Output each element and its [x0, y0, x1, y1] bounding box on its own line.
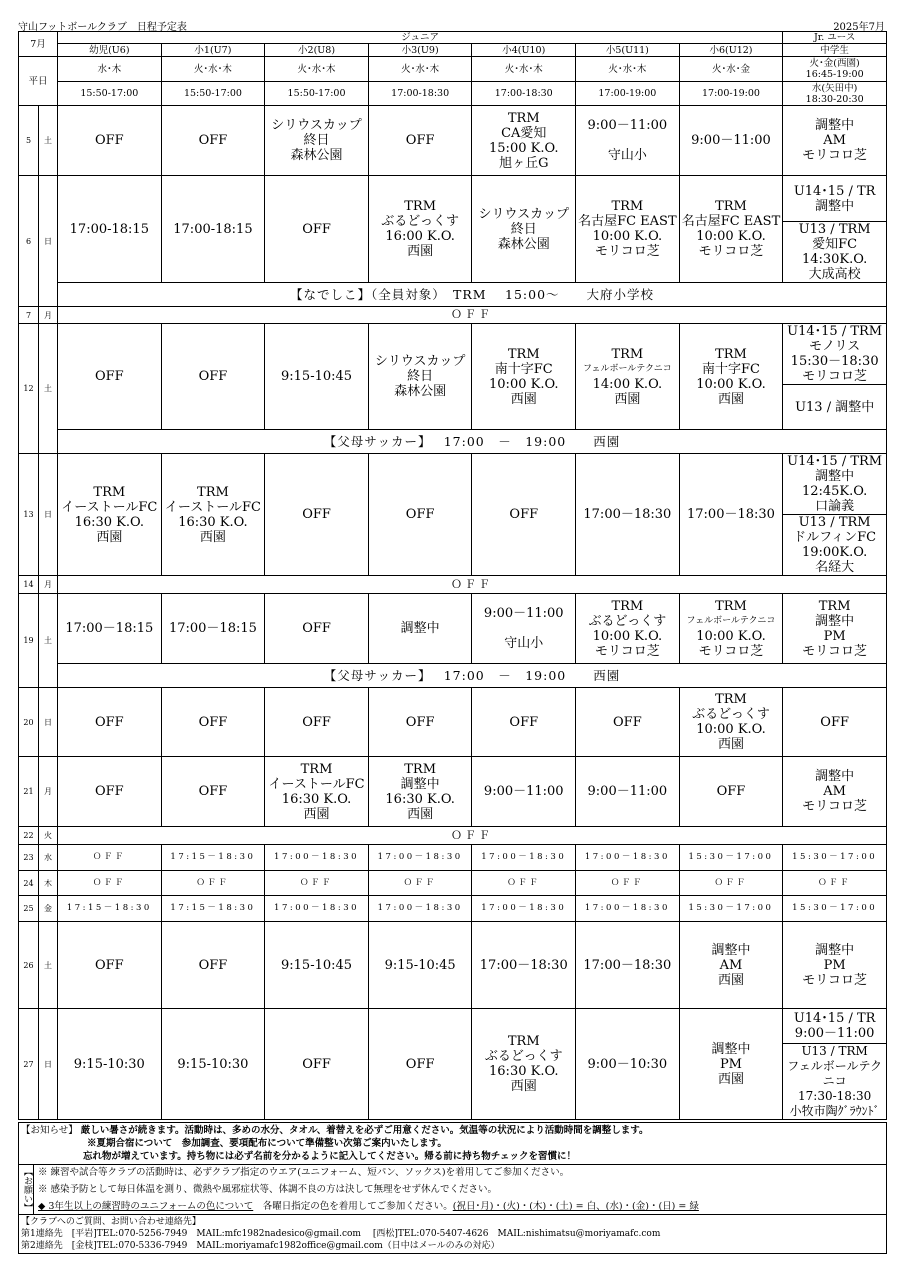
date-cell: 12 — [19, 324, 39, 454]
date-cell: 23 — [19, 845, 39, 871]
schedule-cell: OFF — [679, 757, 783, 827]
month-header: 7月 — [19, 32, 58, 57]
schedule-cell: OFF — [58, 757, 162, 827]
schedule-cell: 17:00－18:30 — [472, 896, 576, 922]
schedule-cell: ＯＦＦ — [265, 871, 369, 896]
schedule-cell: ＯＦＦ — [161, 871, 265, 896]
weekday-days: 火･金(西園) 16:45-19:00 — [783, 57, 887, 82]
schedule-cell: 調整中 PM 西園 — [679, 1009, 783, 1120]
schedule-cell: TRM ぶるどっくす 10:00 K.O. モリコロ芝 — [576, 594, 680, 664]
schedule-cell: OFF — [783, 688, 887, 757]
schedule-cell: 9:00－11:00 — [576, 757, 680, 827]
schedule-cell: TRM ぶるどっくす 10:00 K.O. 西園 — [679, 688, 783, 757]
date-cell: 20 — [19, 688, 39, 757]
weekday-time: 15:50-17:00 — [58, 82, 162, 106]
schedule-cell: OFF — [265, 594, 369, 664]
schedule-cell: 調整中 PM モリコロ芝 — [783, 922, 887, 1009]
schedule-cell: 17:15－18:30 — [58, 896, 162, 922]
date-cell: 27 — [19, 1009, 39, 1120]
dow-cell: 土 — [39, 594, 58, 688]
date-cell: 22 — [19, 827, 39, 845]
schedule-cell: TRM イーストールFC 16:30 K.O. 西園 — [265, 757, 369, 827]
date-cell: 25 — [19, 896, 39, 922]
date-cell: 21 — [19, 757, 39, 827]
schedule-row — [19, 576, 887, 594]
date-cell: 6 — [19, 176, 39, 307]
schedule-cell: 15:30－17:00 — [783, 845, 887, 871]
schedule-cell: ＯＦＦ — [576, 871, 680, 896]
cell-line: 10:00 K.O. — [696, 628, 766, 644]
schedule-cell: OFF — [58, 922, 162, 1009]
schedule-cell: OFF — [161, 922, 265, 1009]
dow-cell: 日 — [39, 688, 58, 757]
schedule-cell: TRM 名古屋FC EAST 10:00 K.O. モリコロ芝 — [679, 176, 783, 283]
schedule-cell: 調整中 — [368, 594, 472, 664]
cell-line: TRM — [611, 346, 644, 362]
schedule-cell: 17:00－18:15 — [161, 594, 265, 664]
weekday-days: 火･水･木 — [161, 57, 265, 82]
dow-cell: 日 — [39, 1009, 58, 1120]
junior-header: ジュニア — [58, 32, 783, 44]
schedule-row — [19, 827, 887, 845]
notice-box — [19, 1123, 886, 1165]
month-label: 2025年7月 — [833, 22, 885, 33]
dow-cell: 火 — [39, 827, 58, 845]
weekday-time: 17:00-19:00 — [576, 82, 680, 106]
schedule-cell: シリウスカップ 終日 森林公園 — [472, 176, 576, 283]
schedule-cell: 15:30－17:00 — [679, 896, 783, 922]
schedule-row — [19, 922, 887, 1009]
date-cell: 24 — [19, 871, 39, 896]
schedule-cell: 17:00-18:15 — [58, 176, 162, 283]
event-banner: 【父母サッカー】 17:00 － 19:00 西園 — [58, 430, 887, 454]
split-cell — [783, 176, 887, 283]
schedule-cell: 9:00－11:00 守山小 — [472, 594, 576, 664]
u14-15-schedule: U14･15 / TR 調整中 — [793, 183, 876, 214]
weekday-days: 水･木 — [58, 57, 162, 82]
contact-label: 【クラブへのご質問、お問い合わせ連絡先】 — [21, 1217, 201, 1227]
schedule-cell: OFF — [265, 176, 369, 283]
request-box — [19, 1165, 886, 1215]
schedule-cell: シリウスカップ 終日 森林公園 — [368, 324, 472, 430]
column-header: 小1(U7) — [161, 44, 265, 57]
schedule-cell: OFF — [58, 688, 162, 757]
request-item: ※ 感染予防として毎日体温を測り、微熱や風邪症状等、体調不良の方は決して無理をせず休んでください。 — [38, 1184, 498, 1195]
schedule-cell: 調整中 AM モリコロ芝 — [783, 106, 887, 176]
schedule-cell — [679, 594, 783, 664]
u13-schedule: U13 / TRM 愛知FC 14:30K.O. 大成高校 — [783, 221, 886, 282]
schedule-cell: OFF — [58, 106, 162, 176]
cell-line: フェルボールテクニコ — [582, 363, 672, 374]
schedule-cell: 17:00－18:30 — [265, 896, 369, 922]
schedule-cell: OFF — [472, 688, 576, 757]
column-header: 中学生 — [783, 44, 887, 57]
schedule-cell: シリウスカップ 終日 森林公園 — [265, 106, 369, 176]
weekday-time: 17:00-19:00 — [679, 82, 783, 106]
schedule-cell: OFF — [161, 757, 265, 827]
schedule-cell: TRM イーストールFC 16:30 K.O. 西園 — [58, 454, 162, 576]
schedule-cell: 17:00－18:30 — [472, 922, 576, 1009]
schedule-cell: 17:00－18:30 — [368, 896, 472, 922]
schedule-row — [19, 1009, 887, 1120]
u13-schedule: U13 / TRM フェルボールテクニコ 17:30-18:30 小牧市陶ｸﾞﾗｳﾝﾄﾞ — [783, 1043, 886, 1119]
u13-schedule: U13 / 調整中 — [783, 384, 886, 429]
request-label: 【お願い】 — [19, 1165, 34, 1214]
full-day-off: ＯＦＦ — [58, 827, 887, 845]
schedule-cell: 17:00－18:30 — [576, 922, 680, 1009]
schedule-cell: OFF — [161, 688, 265, 757]
dow-cell: 月 — [39, 576, 58, 594]
dow-cell: 日 — [39, 454, 58, 576]
schedule-cell: OFF — [368, 454, 472, 576]
weekday-days: 火･水･木 — [472, 57, 576, 82]
schedule-table — [18, 31, 887, 1120]
schedule-row — [19, 896, 887, 922]
notes-section — [18, 1122, 887, 1254]
schedule-cell: ＯＦＦ — [58, 871, 162, 896]
schedule-cell: TRM ぶるどっくす 16:30 K.O. 西園 — [472, 1009, 576, 1120]
contact-box — [19, 1215, 886, 1253]
notice-line: 厳しい暑さが続きます。活動時は、多めの水分、タオル、着替えを必ずご用意ください。気温等の状況により活動時間を調整します。 — [80, 1125, 649, 1136]
schedule-cell: 9:00－11:00 守山小 — [576, 106, 680, 176]
cell-line: モリコロ芝 — [698, 643, 764, 659]
schedule-cell: ＯＦＦ — [679, 871, 783, 896]
column-header: 小6(U12) — [679, 44, 783, 57]
date-cell: 19 — [19, 594, 39, 688]
schedule-cell: ＯＦＦ — [58, 845, 162, 871]
cell-line: 14:00 K.O. — [592, 376, 663, 392]
notice-line: ※夏期合宿について 参加調査、要項配布について準備整い次第ご案内いたします。 — [87, 1138, 447, 1149]
contact-line: 第2連絡先 [金枝]TEL:070-5336-7949 MAIL:moriyamafc1982office@gmail.com（日中はメールのみの対応） — [21, 1241, 500, 1251]
youth-header: Jr. ユース — [783, 32, 887, 44]
schedule-row — [19, 757, 887, 827]
schedule-cell: 9:00－11:00 — [679, 106, 783, 176]
schedule-cell: 15:30－17:00 — [679, 845, 783, 871]
date-cell: 7 — [19, 307, 39, 324]
column-header: 幼児(U6) — [58, 44, 162, 57]
weekday-days: 火･水･木 — [368, 57, 472, 82]
dow-cell: 土 — [39, 106, 58, 176]
weekday-days: 火･水･木 — [576, 57, 680, 82]
weekday-time: 水(矢田中) 18:30-20:30 — [783, 82, 887, 106]
schedule-cell: OFF — [161, 106, 265, 176]
schedule-cell: OFF — [368, 106, 472, 176]
column-header: 小4(U10) — [472, 44, 576, 57]
event-banner: 【なでしこ】（全員対象） TRM 15:00～ 大府小学校 — [58, 283, 887, 307]
split-cell — [783, 324, 887, 430]
notice-label: 【お知らせ】 — [21, 1125, 78, 1136]
schedule-row — [19, 106, 887, 176]
request-item: ※ 練習や試合等クラブの活動時は、必ずクラブ指定のウエア(ユニフォーム、短パン、ソックス)を着用してご参加ください。 — [38, 1167, 570, 1178]
schedule-cell: OFF — [368, 1009, 472, 1120]
schedule-cell: 調整中 AM 西園 — [679, 922, 783, 1009]
schedule-cell: OFF — [58, 324, 162, 430]
schedule-cell: 9:15-10:45 — [265, 922, 369, 1009]
schedule-cell: 9:15-10:45 — [265, 324, 369, 430]
u14-15-schedule: U14･15 / TRM モノリス 15:30－18:30 モリコロ芝 — [787, 324, 883, 384]
notice-line: 忘れ物が増えています。持ち物には必ず名前を分かるように記入してください。帰る前に持ち物チェックを習慣に！ — [83, 1151, 576, 1162]
weekday-time: 17:00-18:30 — [368, 82, 472, 106]
schedule-cell: 17:15－18:30 — [161, 845, 265, 871]
column-header: 小2(U8) — [265, 44, 369, 57]
schedule-cell: 17:00－18:15 — [58, 594, 162, 664]
schedule-row — [19, 688, 887, 757]
weekday-days: 火･水･金 — [679, 57, 783, 82]
split-cell — [783, 454, 887, 576]
dow-cell: 水 — [39, 845, 58, 871]
schedule-cell: TRM 調整中 16:30 K.O. 西園 — [368, 757, 472, 827]
dow-cell: 金 — [39, 896, 58, 922]
schedule-cell: OFF — [368, 688, 472, 757]
schedule-cell: 15:30－17:00 — [783, 896, 887, 922]
schedule-row — [19, 454, 887, 576]
schedule-cell: 17:00－18:30 — [576, 845, 680, 871]
event-banner: 【父母サッカー】 17:00 － 19:00 西園 — [58, 664, 887, 688]
schedule-cell: TRM CA愛知 15:00 K.O. 旭ヶ丘G — [472, 106, 576, 176]
schedule-row — [19, 307, 887, 324]
uniform-text: 各曜日指定の色を着用してご参加ください。 — [253, 1201, 453, 1212]
column-header: 小5(U11) — [576, 44, 680, 57]
schedule-cell: TRM 南十字FC 10:00 K.O. 西園 — [679, 324, 783, 430]
schedule-cell: 17:00－18:30 — [368, 845, 472, 871]
weekday-time: 17:00-18:30 — [472, 82, 576, 106]
schedule-row — [19, 324, 887, 430]
dow-cell: 木 — [39, 871, 58, 896]
schedule-cell: 調整中 AM モリコロ芝 — [783, 757, 887, 827]
schedule-cell: 17:15－18:30 — [161, 896, 265, 922]
uniform-heading: ◆ 3年生以上の練習時のユニフォームの色について — [38, 1201, 254, 1212]
schedule-cell: TRM 調整中 PM モリコロ芝 — [783, 594, 887, 664]
dow-cell: 月 — [39, 757, 58, 827]
schedule-cell: OFF — [265, 1009, 369, 1120]
weekday-time: 15:50-17:00 — [161, 82, 265, 106]
weekday-time: 15:50-17:00 — [265, 82, 369, 106]
column-header: 小3(U9) — [368, 44, 472, 57]
schedule-cell: 17:00－18:30 — [265, 845, 369, 871]
split-cell — [783, 1009, 887, 1120]
date-cell: 5 — [19, 106, 39, 176]
contact-line: 第1連絡先 [平岩]TEL:070-5256-7949 MAIL:mfc1982nadesico@gmail.com [西松]TEL:070-5407-4626 MAIL:nishimatsu@moriyamafc.com — [21, 1229, 661, 1239]
schedule-cell: OFF — [576, 688, 680, 757]
weekday-days: 火･水･木 — [265, 57, 369, 82]
schedule-row — [19, 594, 887, 664]
cell-line: TRM — [715, 598, 747, 614]
schedule-cell: TRM 南十字FC 10:00 K.O. 西園 — [472, 324, 576, 430]
schedule-cell: 9:15-10:45 — [368, 922, 472, 1009]
schedule-cell: TRM イーストールFC 16:30 K.O. 西園 — [161, 454, 265, 576]
split-cell-body — [783, 1009, 886, 1119]
schedule-cell — [576, 324, 680, 430]
schedule-cell: 17:00－18:30 — [472, 845, 576, 871]
cell-line: フェルボールテクニコ — [686, 615, 776, 626]
dow-cell: 月 — [39, 307, 58, 324]
schedule-cell: 9:00－11:00 — [472, 757, 576, 827]
date-cell: 13 — [19, 454, 39, 576]
uniform-colors: (祝日･月)・(火)・(木)・(土) = 白、(水)・(金)・(日) = 緑 — [452, 1201, 699, 1212]
schedule-cell: OFF — [265, 688, 369, 757]
date-cell: 14 — [19, 576, 39, 594]
weekday-label: 平日 — [19, 57, 58, 106]
dow-cell: 土 — [39, 922, 58, 1009]
full-day-off: ＯＦＦ — [58, 307, 887, 324]
split-cell-body — [783, 324, 886, 429]
schedule-cell: ＯＦＦ — [472, 871, 576, 896]
schedule-cell: ＯＦＦ — [783, 871, 887, 896]
u13-schedule: U13 / TRM ドルフィンFC 19:00K.O. 名経大 — [783, 514, 886, 575]
schedule-cell: 9:00－10:30 — [576, 1009, 680, 1120]
dow-cell: 土 — [39, 324, 58, 454]
schedule-row — [19, 871, 887, 896]
schedule-cell: TRM 名古屋FC EAST 10:00 K.O. モリコロ芝 — [576, 176, 680, 283]
schedule-cell: OFF — [265, 454, 369, 576]
schedule-row — [19, 176, 887, 283]
schedule-cell: OFF — [472, 454, 576, 576]
document-title: 守山フットボールクラブ 日程予定表 — [18, 22, 187, 33]
schedule-cell: 17:00－18:30 — [576, 454, 680, 576]
schedule-row — [19, 845, 887, 871]
cell-line: 西園 — [614, 391, 641, 407]
dow-cell: 日 — [39, 176, 58, 307]
schedule-cell: 9:15-10:30 — [161, 1009, 265, 1120]
schedule-cell: 17:00－18:30 — [576, 896, 680, 922]
schedule-cell: ＯＦＦ — [368, 871, 472, 896]
schedule-cell: 9:15-10:30 — [58, 1009, 162, 1120]
schedule-cell: 17:00－18:30 — [679, 454, 783, 576]
split-cell-body — [783, 454, 886, 575]
full-day-off: ＯＦＦ — [58, 576, 887, 594]
split-cell-body — [783, 176, 886, 282]
date-cell: 26 — [19, 922, 39, 1009]
u14-15-schedule: U14･15 / TR 9:00－11:00 — [793, 1011, 876, 1041]
u14-15-schedule: U14･15 / TRM 調整中 12:45K.O. 口論義 — [787, 454, 883, 514]
schedule-cell: TRM ぶるどっくす 16:00 K.O. 西園 — [368, 176, 472, 283]
schedule-cell: OFF — [161, 324, 265, 430]
schedule-cell: 17:00-18:15 — [161, 176, 265, 283]
